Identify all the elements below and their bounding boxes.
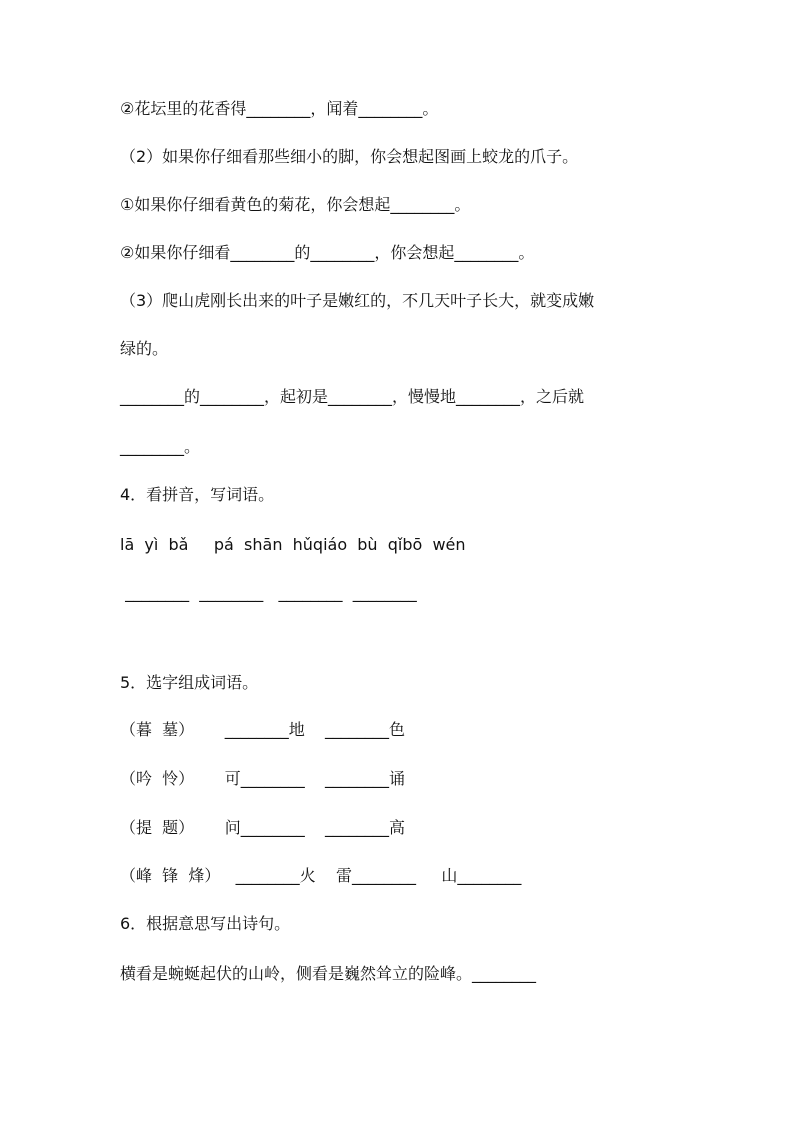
q6-heading: 6．根据意思写出诗句。 bbox=[120, 914, 291, 933]
q5-row4: （峰 锋 烽） ________火 雷________ 山________ bbox=[120, 866, 522, 885]
q3-1-item2-flower-fragrance: ②花坛里的花香得________，闻着________。 bbox=[120, 99, 439, 118]
q5-row1: （暮 墓） ________地 ________色 bbox=[120, 720, 406, 739]
q3-3-fill-line: ________的________，起初是________，慢慢地________，之后就 bbox=[120, 387, 585, 406]
q3-2-item1: ①如果你仔细看黄色的菊花，你会想起________。 bbox=[120, 195, 471, 214]
q3-3-prompt: （3）爬山虎刚长出来的叶子是嫩红的，不几天叶子长大，就变成嫩 bbox=[120, 291, 595, 310]
q3-3-fill-line-cont: ________。 bbox=[120, 437, 201, 456]
q5-row3: （提 题） 问________ ________高 bbox=[120, 818, 406, 837]
q5-heading: 5．选字组成词语。 bbox=[120, 673, 259, 692]
q3-2-prompt: （2）如果你仔细看那些细小的脚，你会想起图画上蛟龙的爪子。 bbox=[120, 147, 579, 166]
q3-3-prompt-cont: 绿的。 bbox=[120, 339, 169, 358]
q4-heading: 4．看拼音，写词语。 bbox=[120, 485, 275, 504]
q6-meaning: 横看是蜿蜒起伏的山岭，侧看是巍然耸立的险峰。________ bbox=[120, 964, 537, 983]
q4-pinyin: lā yì bǎ pá shān hǔqiáo bù qǐbō wén bbox=[120, 535, 466, 554]
q3-2-item2: ②如果你仔细看________的________，你会想起________。 bbox=[120, 243, 535, 262]
q5-row2: （吟 怜） 可________ ________诵 bbox=[120, 769, 406, 788]
q4-answer-blanks: ________ ________ ________ ________ bbox=[120, 583, 417, 602]
